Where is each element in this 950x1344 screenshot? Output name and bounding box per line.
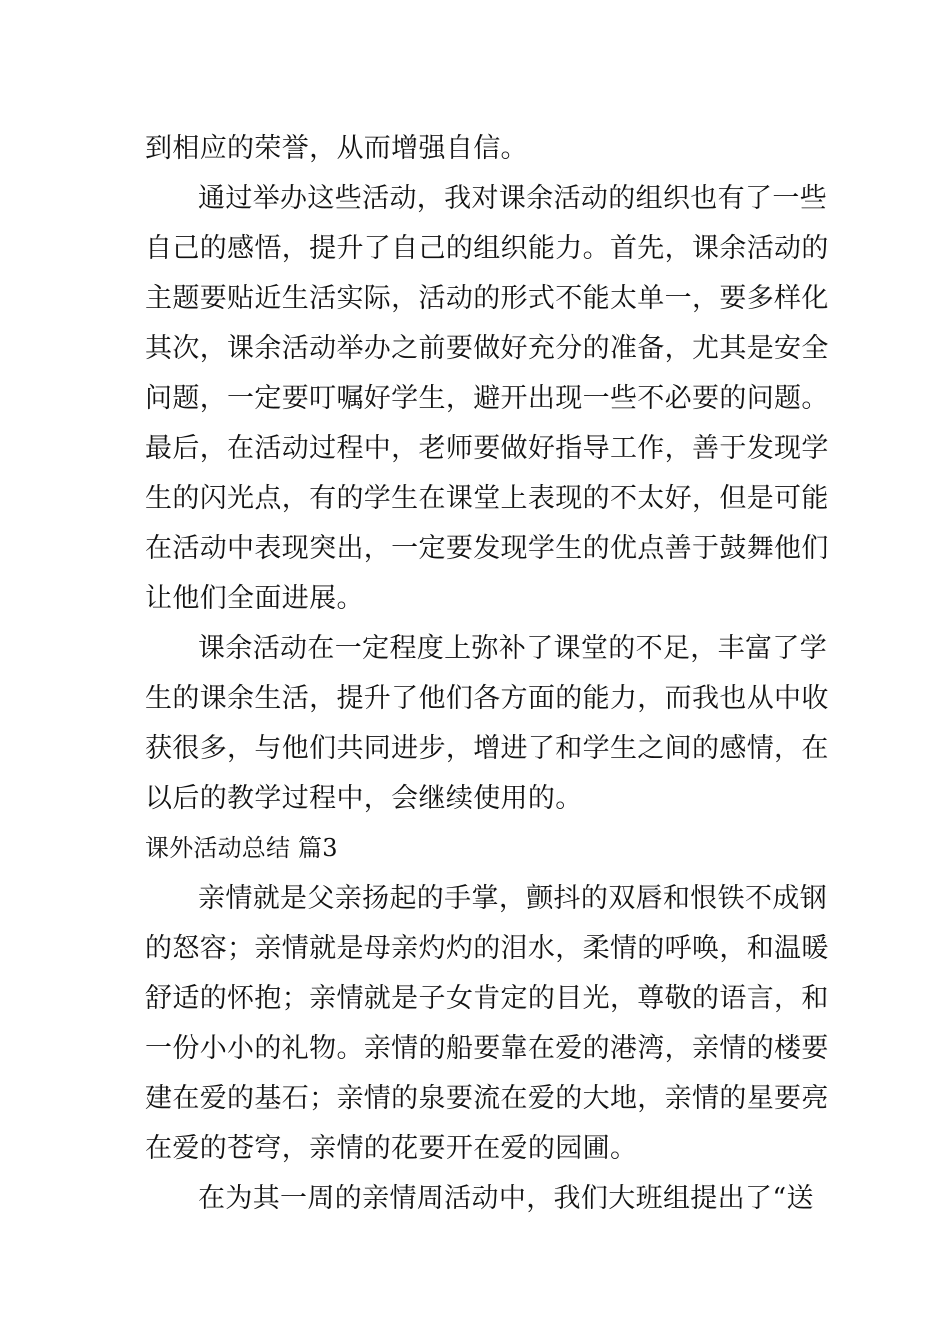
paragraph-3-line-4: 以后的教学过程中，会继续使用的。 [145,783,583,814]
paragraph-5-line-1: 在为其一周的亲情周活动中，我们大班组提出了“送 [198,1183,814,1214]
paragraph-1-line-1: 到相应的荣誉，从而增强自信。 [145,133,528,164]
paragraph-4-line-3: 舒适的怀抱；亲情就是子女肯定的目光，尊敬的语言，和 [145,983,829,1014]
paragraph-2-line-5: 问题，一定要叮嘱好学生，避开出现一些不必要的问题。 [145,383,829,414]
paragraph-4-line-5: 建在爱的基石；亲情的泉要流在爱的大地，亲情的星要亮 [145,1083,829,1114]
paragraph-2-line-6: 最后，在活动过程中，老师要做好指导工作，善于发现学 [145,433,829,464]
paragraph-3-line-1: 课余活动在一定程度上弥补了课堂的不足，丰富了学 [198,633,828,664]
paragraph-4-line-1: 亲情就是父亲扬起的手掌，颤抖的双唇和恨铁不成钢 [198,883,828,914]
paragraph-3-line-2: 生的课余生活，提升了他们各方面的能力，而我也从中收 [145,683,829,714]
paragraph-2-line-8: 在活动中表现突出，一定要发现学生的优点善于鼓舞他们 [145,533,829,564]
paragraph-2-line-4: 其次，课余活动举办之前要做好充分的准备，尤其是安全 [145,333,829,364]
paragraph-2-line-2: 自己的感悟，提升了自己的组织能力。首先，课余活动的 [145,233,829,264]
paragraph-2-line-9: 让他们全面进展。 [145,583,364,614]
paragraph-4-line-4: 一份小小的礼物。亲情的船要靠在爱的港湾，亲情的楼要 [145,1033,829,1064]
paragraph-4-line-2: 的怒容；亲情就是母亲灼灼的泪水，柔情的呼唤，和温暖 [145,933,829,964]
paragraph-3-line-3: 获很多，与他们共同进步，增进了和学生之间的感情，在 [145,733,829,764]
paragraph-2-line-7: 生的闪光点，有的学生在课堂上表现的不太好，但是可能 [145,483,829,514]
paragraph-2-line-1: 通过举办这些活动，我对课余活动的组织也有了一些 [198,183,828,214]
section-heading: 课外活动总结 篇3 [145,834,338,862]
paragraph-4-line-6: 在爱的苍穹，亲情的花要开在爱的园圃。 [145,1133,638,1164]
paragraph-2-line-3: 主题要贴近生活实际，活动的形式不能太单一，要多样化 [145,283,829,314]
